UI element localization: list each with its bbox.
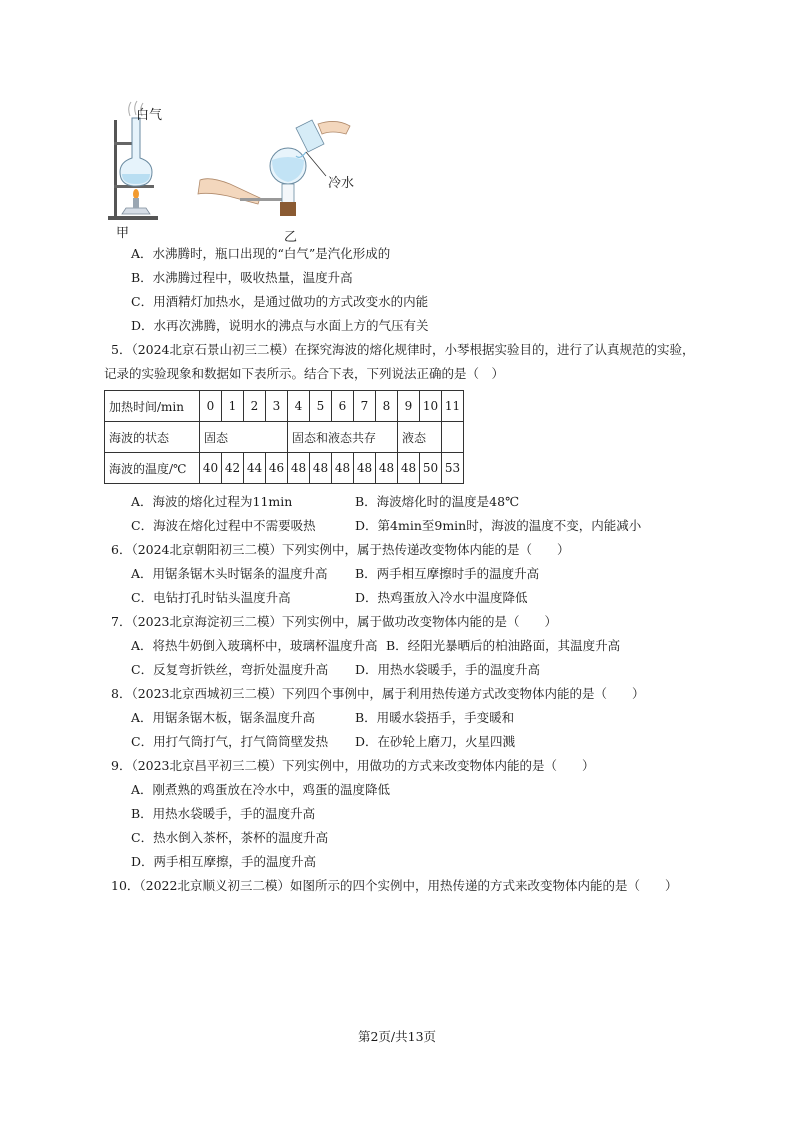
time-cell: 10 — [420, 391, 442, 422]
q8-option-b: B．用暖水袋捂手，手变暖和 — [355, 710, 515, 725]
steam-label: 白气 — [136, 108, 163, 123]
q5-option-a: A．海波的熔化过程为11min — [131, 494, 293, 509]
temp-cell: 48 — [398, 453, 420, 484]
figure-jia-label: 甲 — [116, 226, 130, 241]
time-cell: 3 — [266, 391, 288, 422]
temp-cell: 48 — [376, 453, 398, 484]
time-cell: 8 — [376, 391, 398, 422]
temp-cell: 48 — [310, 453, 332, 484]
q5-option-b: B．海波熔化时的温度是48℃ — [355, 494, 520, 509]
q6-option-d: D．热鸡蛋放入冷水中温度降低 — [355, 590, 528, 605]
page-number-footer: 第2页/共13页 — [357, 1029, 437, 1044]
row-header-time: 加热时间/min — [105, 391, 200, 422]
q4-option-a: A．水沸腾时，瓶口出现的“白气”是汽化形成的 — [131, 246, 391, 261]
q5-stem-line2: 记录的实验现象和数据如下表所示。结合下表，下列说法正确的是（ ） — [104, 366, 505, 381]
q9-option-c: C．热水倒入茶杯，茶杯的温度升高 — [131, 830, 329, 845]
temp-cell: 50 — [420, 453, 442, 484]
figure-yi-label: 乙 — [284, 230, 298, 245]
state-solid-cell: 固态 — [200, 422, 288, 453]
table-row-temp — [105, 453, 464, 484]
temp-cell: 44 — [244, 453, 266, 484]
table-row-time — [105, 391, 464, 422]
row-header-state: 海波的状态 — [105, 422, 200, 453]
q8-option-d: D．在砂轮上磨刀，火星四溅 — [355, 734, 516, 749]
q4-option-c: C．用酒精灯加热水，是通过做功的方式改变水的内能 — [131, 294, 429, 309]
time-cell: 4 — [288, 391, 310, 422]
q8-option-a: A．用锯条锯木板，锯条温度升高 — [131, 710, 316, 725]
inverted-flask-apparatus — [198, 120, 350, 216]
q7-option-b: B．经阳光暴晒后的柏油路面，其温度升高 — [386, 638, 621, 653]
state-empty-cell — [442, 422, 464, 453]
q7-option-c: C．反复弯折铁丝，弯折处温度升高 — [131, 662, 329, 677]
time-cell: 5 — [310, 391, 332, 422]
q8-option-c: C．用打气筒打气，打气筒筒壁发热 — [131, 734, 329, 749]
temp-cell: 46 — [266, 453, 288, 484]
q9-option-d: D．两手相互摩擦，手的温度升高 — [131, 854, 317, 869]
q9-option-b: B．用热水袋暖手，手的温度升高 — [131, 806, 316, 821]
time-cell: 0 — [200, 391, 222, 422]
q4-option-d: D．水再次沸腾，说明水的沸点与水面上方的气压有关 — [131, 318, 429, 333]
time-cell: 7 — [354, 391, 376, 422]
q6-option-b: B．两手相互摩擦时手的温度升高 — [355, 566, 540, 581]
time-cell: 1 — [222, 391, 244, 422]
q9-stem: 9．（2023北京昌平初三二模）下列实例中，用做功的方式来改变物体内能的是（ ） — [111, 758, 595, 773]
temp-cell: 40 — [200, 453, 222, 484]
table-row-state — [105, 422, 464, 453]
temp-cell: 53 — [442, 453, 464, 484]
cold-water-label: 冷水 — [328, 176, 355, 191]
state-mixed-cell: 固态和液态共存 — [288, 422, 398, 453]
q5-option-d: D．第4min至9min时，海波的温度不变，内能减小 — [355, 518, 642, 533]
time-cell: 9 — [398, 391, 420, 422]
temp-cell: 48 — [288, 453, 310, 484]
q5-data-table — [104, 390, 464, 484]
temp-cell: 42 — [222, 453, 244, 484]
q6-stem: 6．（2024北京朝阳初三二模）下列实例中，属于热传递改变物体内能的是（ ） — [111, 542, 570, 557]
q6-option-a: A．用锯条锯木头时锯条的温度升高 — [131, 566, 328, 581]
q5-option-c: C．海波在熔化过程中不需要吸热 — [131, 518, 316, 533]
time-cell: 11 — [442, 391, 464, 422]
q7-option-a: A．将热牛奶倒入玻璃杯中，玻璃杯温度升高 — [131, 638, 378, 653]
q8-stem: 8．（2023北京西城初三二模）下列四个事例中，属于利用热传递方式改变物体内能的是（ ） — [111, 686, 645, 701]
state-liquid-cell: 液态 — [398, 422, 442, 453]
time-cell: 2 — [244, 391, 266, 422]
temp-cell: 48 — [354, 453, 376, 484]
q10-stem: 10．（2022北京顺义初三二模）如图所示的四个实例中，用热传递的方式来改变物体内能的是（ ） — [111, 878, 678, 893]
row-header-temp: 海波的温度/℃ — [105, 453, 200, 484]
q4-option-b: B．水沸腾过程中，吸收热量，温度升高 — [131, 270, 353, 285]
experiment-figure — [100, 100, 380, 245]
q7-stem: 7．（2023北京海淀初三二模）下列实例中，属于做功改变物体内能的是（ ） — [111, 614, 558, 629]
time-cell: 6 — [332, 391, 354, 422]
temp-cell: 48 — [332, 453, 354, 484]
q6-option-c: C．电钻打孔时钻头温度升高 — [131, 590, 291, 605]
q9-option-a: A．刚煮熟的鸡蛋放在冷水中，鸡蛋的温度降低 — [131, 782, 391, 797]
q5-stem-line1: 5．（2024北京石景山初三二模）在探究海波的熔化规律时，小琴根据实验目的，进行了认真规范的实验， — [111, 342, 695, 357]
q7-option-d: D．用热水袋暖手，手的温度升高 — [355, 662, 541, 677]
